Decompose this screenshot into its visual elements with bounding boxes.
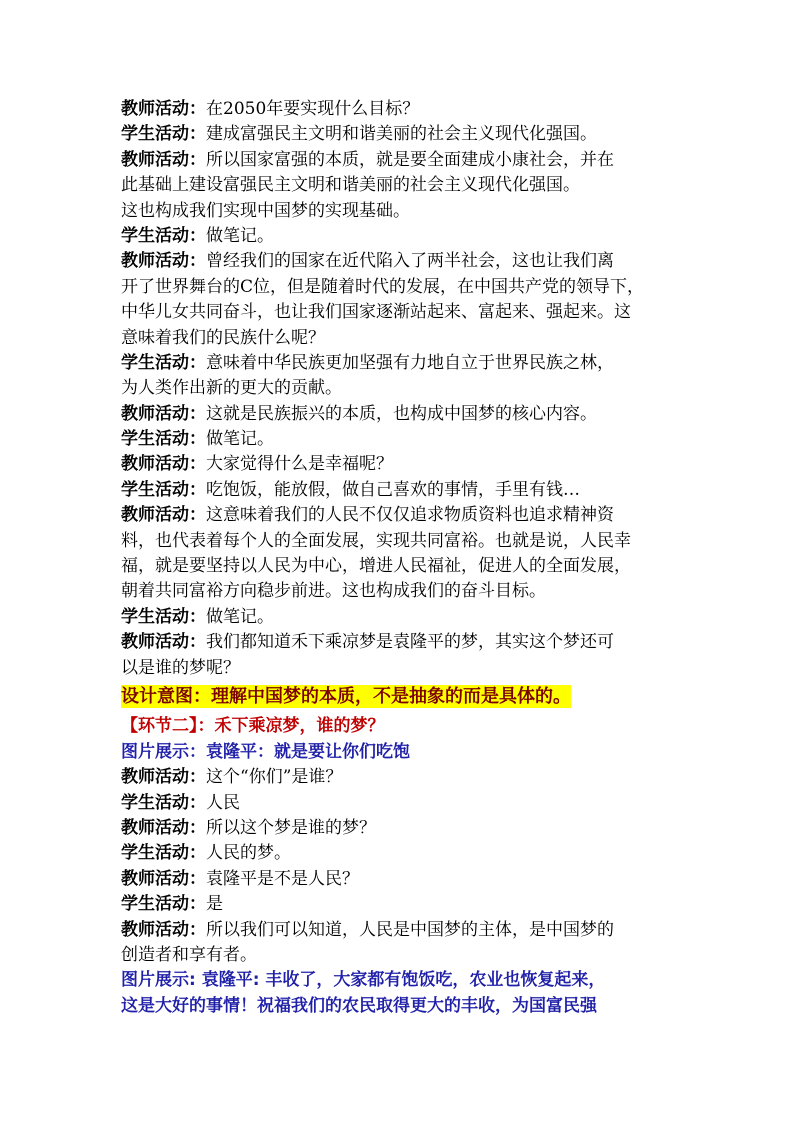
dialogue-block-1	[121, 97, 681, 681]
activity-text: 意味着中华民族更加坚强有力地自立于世界民族之林，	[206, 352, 614, 373]
activity-label: 学生活动：	[121, 894, 206, 915]
activity-text: 这也构成我们实现中国梦的实现基础。	[121, 200, 410, 221]
activity-label: 教师活动：	[121, 632, 206, 653]
activity-text: 我们都知道禾下乘凉梦是袁隆平的梦，其实这个梦还可	[206, 632, 614, 653]
text-line	[121, 605, 681, 630]
activity-label: 教师活动：	[121, 919, 206, 940]
activity-label: 教师活动：	[121, 767, 206, 788]
activity-text: 这个“你们”是谁？	[206, 767, 343, 788]
activity-label: 教师活动：	[121, 149, 206, 170]
text-line	[121, 97, 681, 122]
activity-text: 大家觉得什么是幸福呢？	[206, 454, 393, 475]
activity-text: 曾经我们的国家在近代陷入了两半社会，这也让我们离	[206, 251, 614, 272]
activity-text: 创造者和享有者。	[121, 944, 257, 965]
activity-text: 做笔记。	[206, 225, 274, 246]
activity-text: 以是谁的梦呢？	[121, 657, 240, 678]
activity-label: 学生活动：	[121, 352, 206, 373]
activity-label: 教师活动：	[121, 868, 206, 889]
activity-label: 学生活动：	[121, 225, 206, 246]
text-line	[121, 351, 681, 376]
text-line	[121, 918, 681, 943]
activity-label: 学生活动：	[121, 792, 206, 813]
activity-text: 开了世界舞台的C位，但是随着时代的发展，在中国共产党的领导下，	[121, 276, 645, 297]
text-line	[121, 816, 681, 841]
activity-text: 人民	[206, 792, 240, 813]
text-line	[121, 791, 681, 816]
activity-label: 学生活动：	[121, 429, 206, 450]
text-line	[121, 656, 681, 681]
activity-label: 学生活动：	[121, 124, 206, 145]
activity-text: 所以国家富强的本质，就是要全面建成小康社会，并在	[206, 149, 614, 170]
activity-text: 吃饱饭，能放假，做自己喜欢的事情，手里有钱…	[206, 479, 580, 500]
text-line	[121, 300, 681, 325]
text-line	[121, 148, 681, 173]
activity-label: 教师活动：	[121, 454, 206, 475]
text-line	[121, 275, 681, 300]
text-line	[121, 630, 681, 655]
section-heading	[121, 714, 681, 739]
activity-text: 是	[206, 894, 223, 915]
text-line	[121, 224, 681, 249]
activity-text: 意味着我们的民族什么呢？	[121, 327, 325, 348]
activity-label: 学生活动：	[121, 479, 206, 500]
picture-caption-2-line-2	[121, 994, 681, 1019]
text-line	[121, 199, 681, 224]
text-line	[121, 376, 681, 401]
text-line	[121, 122, 681, 147]
text-line	[121, 503, 681, 528]
activity-label: 教师活动：	[121, 817, 206, 838]
text-line	[121, 173, 681, 198]
activity-text: 所以这个梦是谁的梦？	[206, 817, 376, 838]
text-line	[121, 554, 681, 579]
text-line	[121, 402, 681, 427]
picture-caption-2-line-1	[121, 968, 681, 993]
activity-text: 所以我们可以知道，人民是中国梦的主体，是中国梦的	[206, 919, 614, 940]
activity-text: 这意味着我们的人民不仅仅追求物质资料也追求精神资	[206, 505, 614, 526]
activity-text: 这就是民族振兴的本质，也构成中国梦的核心内容。	[206, 403, 597, 424]
activity-text: 建成富强民主文明和谐美丽的社会主义现代化强国。	[206, 124, 597, 145]
activity-text: 为人类作出新的更大的贡献。	[121, 378, 342, 399]
text-line	[121, 765, 681, 790]
activity-text: 料，也代表着每个人的全面发展，实现共同富裕。也就是说，人民幸	[121, 530, 631, 551]
text-line	[121, 841, 681, 866]
picture-caption-2-text-2: 这是大好的事情！祝福我们的农民取得更大的丰收，为国富民强	[121, 995, 597, 1016]
design-intent-line	[121, 685, 681, 710]
design-intent-highlight: 设计意图：理解中国梦的本质，不是抽象的而是具体的。	[121, 685, 571, 707]
activity-text: 朝着共同富裕方向稳步前进。这也构成我们的奋斗目标。	[121, 581, 546, 602]
activity-text: 做笔记。	[206, 606, 274, 627]
text-line	[121, 326, 681, 351]
activity-text: 中华儿女共同奋斗，也让我们国家逐渐站起来、富起来、强起来。这	[121, 302, 631, 323]
activity-text: 福，就是要坚持以人民为中心，增进人民福祉，促进人的全面发展，	[121, 556, 631, 577]
activity-label: 教师活动：	[121, 505, 206, 526]
activity-text: 此基础上建设富强民主文明和谐美丽的社会主义现代化强国。	[121, 175, 580, 196]
activity-text: 袁隆平是不是人民？	[206, 868, 359, 889]
activity-text: 在2050年要实现什么目标？	[206, 99, 420, 119]
text-line	[121, 867, 681, 892]
dialogue-block-2	[121, 765, 681, 968]
text-line	[121, 892, 681, 917]
text-line	[121, 249, 681, 274]
picture-caption-2-text-1: 图片展示: 袁隆平: 丰收了，大家都有饱饭吃，农业也恢复起来，	[121, 970, 606, 991]
activity-text: 人民的梦。	[206, 843, 291, 864]
activity-label: 教师活动：	[121, 99, 206, 119]
activity-text: 做笔记。	[206, 429, 274, 450]
activity-label: 教师活动：	[121, 403, 206, 424]
activity-label: 学生活动：	[121, 606, 206, 627]
text-line	[121, 427, 681, 452]
text-line	[121, 529, 681, 554]
text-line	[121, 452, 681, 477]
activity-label: 学生活动：	[121, 843, 206, 864]
text-line	[121, 943, 681, 968]
document-body	[121, 97, 681, 1019]
activity-label: 教师活动：	[121, 251, 206, 272]
picture-caption-1-text: 图片展示：袁隆平：就是要让你们吃饱	[121, 741, 410, 762]
picture-caption-1	[121, 740, 681, 765]
text-line	[121, 478, 681, 503]
section-title: 【环节二】：禾下乘凉梦，谁的梦？	[121, 716, 385, 737]
text-line	[121, 579, 681, 604]
